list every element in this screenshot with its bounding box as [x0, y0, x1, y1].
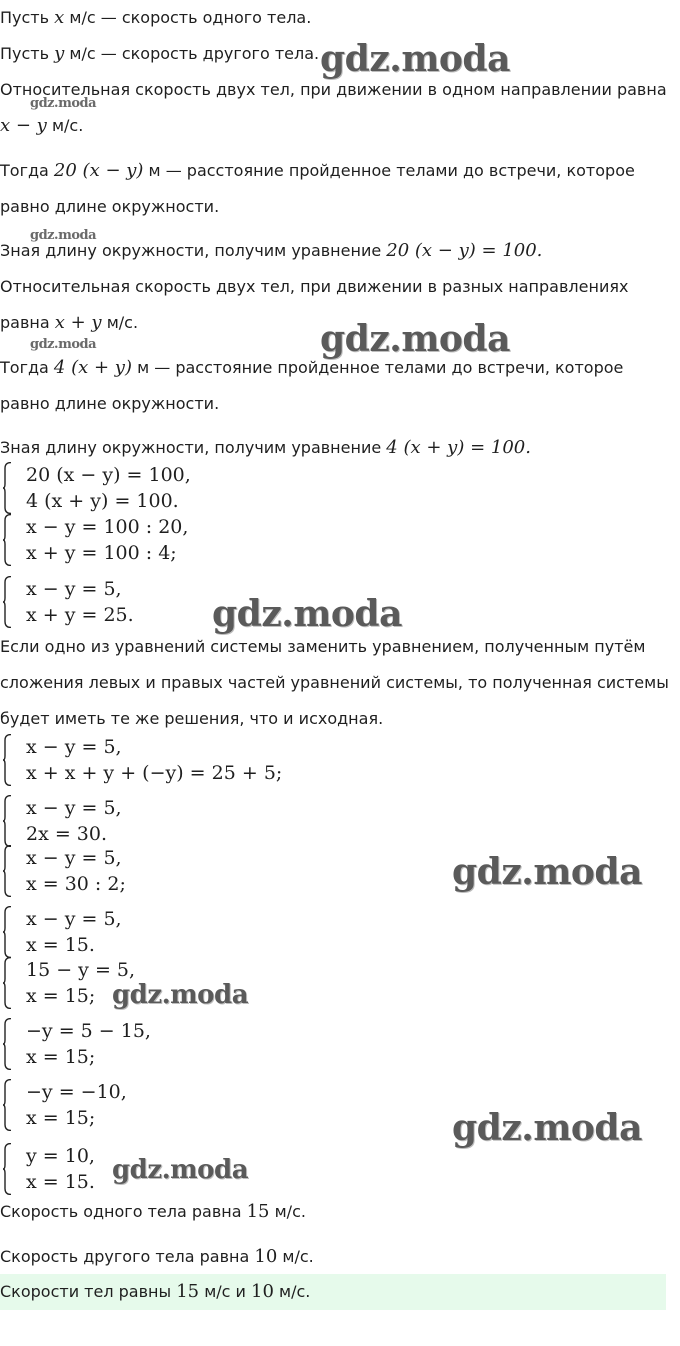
- brace-icon: [2, 1143, 12, 1195]
- equation: x = 30 : 2;: [26, 873, 126, 895]
- math-inline: x + y: [54, 312, 102, 333]
- math-inline: 15: [246, 1201, 270, 1222]
- text-segment: Пусть: [0, 44, 55, 63]
- equation-system-9: [0, 1018, 151, 1070]
- equation: y = 10,: [26, 1145, 95, 1167]
- equation-system-8: [0, 957, 136, 1009]
- equation: x − y = 5,: [26, 908, 122, 930]
- equation: x = 15.: [26, 1171, 95, 1193]
- math-inline: x − y: [0, 115, 47, 136]
- text-line-1: [0, 7, 311, 29]
- brace-icon: [2, 845, 12, 897]
- brace-icon: [2, 462, 12, 514]
- equation: 2x = 30.: [26, 823, 108, 845]
- math-inline: 10: [254, 1246, 278, 1267]
- watermark-logo: gdz.moda: [320, 38, 510, 80]
- text-segment: м/с.: [277, 1247, 314, 1266]
- brace-icon: [2, 1018, 12, 1070]
- brace-icon: [2, 795, 12, 847]
- watermark-logo: gdz.moda: [112, 980, 249, 1010]
- equation: 20 (x − y) = 100,: [26, 464, 191, 486]
- math-inline: 15: [176, 1281, 200, 1302]
- brace-icon: [2, 906, 12, 958]
- equation-system-11: [0, 1143, 95, 1195]
- text-line-11: равно длине окружности.: [0, 394, 220, 413]
- text-line-4: [0, 115, 83, 137]
- brace-icon: [2, 576, 12, 628]
- brace-icon: [2, 1079, 12, 1131]
- equation: 15 − y = 5,: [26, 959, 136, 981]
- text-line-9: [0, 312, 138, 334]
- watermark-logo: gdz.moda: [212, 593, 402, 635]
- text-line-2: [0, 43, 319, 65]
- watermark-logo: gdz.moda: [30, 337, 97, 352]
- text-line-3: Относительная скорость двух тел, при движении в одном направлении равна: [0, 80, 667, 99]
- equation-system-2: [0, 514, 189, 566]
- equation: x + y = 100 : 4;: [26, 542, 177, 564]
- text-line-5: [0, 160, 635, 182]
- equation: −y = 5 − 15,: [26, 1020, 151, 1042]
- equation: 4 (x + y) = 100.: [26, 490, 179, 512]
- brace-icon: [2, 734, 12, 786]
- equation-system-5: [0, 795, 122, 847]
- text-segment: Пусть: [0, 8, 55, 27]
- brace-icon: [2, 514, 12, 566]
- equation: x = 15;: [26, 1107, 96, 1129]
- math-inline: 4 (x + y): [53, 357, 132, 378]
- equation: x − y = 5,: [26, 736, 122, 758]
- equation-system-6: [0, 845, 126, 897]
- math-inline: x: [54, 7, 65, 28]
- text-segment: м/с.: [273, 1282, 311, 1301]
- math-inline: 20 (x − y): [53, 160, 144, 181]
- text-segment: Скорости тел равны: [0, 1282, 177, 1301]
- text-segment: м/с.: [101, 313, 139, 332]
- equation: x − y = 100 : 20,: [26, 516, 189, 538]
- watermark-logo: gdz.moda: [112, 1155, 249, 1185]
- brace-icon: [2, 957, 12, 1009]
- text-segment: м/с и: [199, 1282, 252, 1301]
- text-segment: м — расстояние пройденное телами до встречи, которое: [143, 161, 635, 180]
- equation: x + x + y + (−y) = 25 + 5;: [26, 762, 283, 784]
- equation-system-3: [0, 576, 134, 628]
- equation-system-4: [0, 734, 283, 786]
- equation: x − y = 5,: [26, 797, 122, 819]
- text-segment: м/с — скорость другого тела.: [64, 44, 320, 63]
- text-segment: равна: [0, 313, 55, 332]
- text-line-16: [0, 1201, 306, 1223]
- equation: x = 15;: [26, 1046, 96, 1068]
- text-segment: Тогда: [0, 161, 54, 180]
- text-line-8: Относительная скорость двух тел, при движении в разных направлениях: [0, 277, 629, 296]
- text-segment: м/с — скорость одного тела.: [64, 8, 312, 27]
- answer-highlight: [0, 1274, 666, 1310]
- text-line-17: [0, 1246, 314, 1268]
- text-segment: м — расстояние пройденное телами до встречи, которое: [132, 358, 624, 377]
- equation: x = 15.: [26, 934, 95, 956]
- watermark-logo: gdz.moda: [30, 228, 97, 243]
- text-line-15: будет иметь те же решения, что и исходная.: [0, 709, 384, 728]
- equation-system-10: [0, 1079, 127, 1131]
- watermark-logo: gdz.moda: [452, 851, 642, 893]
- equation: x − y = 5,: [26, 847, 122, 869]
- text-segment: Скорость другого тела равна: [0, 1247, 255, 1266]
- watermark-logo: gdz.moda: [452, 1107, 642, 1149]
- text-segment: Зная длину окружности, получим уравнение: [0, 438, 387, 457]
- text-line-14: сложения левых и правых частей уравнений системы, то полученная системы: [0, 673, 669, 692]
- text-segment: Зная длину окружности, получим уравнение: [0, 241, 387, 260]
- equation: −y = −10,: [26, 1081, 127, 1103]
- text-line-6: равно длине окружности.: [0, 197, 220, 216]
- equation: x = 15;: [26, 985, 96, 1007]
- math-inline: y: [54, 43, 65, 64]
- equation: x + y = 25.: [26, 604, 134, 626]
- watermark-logo: gdz.moda: [30, 96, 97, 111]
- equation-system-7: [0, 906, 122, 958]
- text-line-13: Если одно из уравнений системы заменить уравнением, полученным путём: [0, 637, 646, 656]
- text-line-7: [0, 240, 542, 262]
- answer-text: [0, 1281, 310, 1303]
- text-segment: м/с.: [46, 116, 84, 135]
- math-inline: 4 (x + y) = 100.: [386, 437, 531, 458]
- text-segment: м/с.: [269, 1202, 306, 1221]
- text-segment: Тогда: [0, 358, 54, 377]
- equation-system-1: [0, 462, 191, 514]
- equation: x − y = 5,: [26, 578, 122, 600]
- text-segment: Скорость одного тела равна: [0, 1202, 247, 1221]
- math-inline: 10: [251, 1281, 274, 1302]
- math-inline: 20 (x − y) = 100.: [386, 240, 543, 261]
- watermark-logo: gdz.moda: [320, 318, 510, 360]
- text-line-10: [0, 357, 623, 379]
- text-line-12: [0, 437, 531, 459]
